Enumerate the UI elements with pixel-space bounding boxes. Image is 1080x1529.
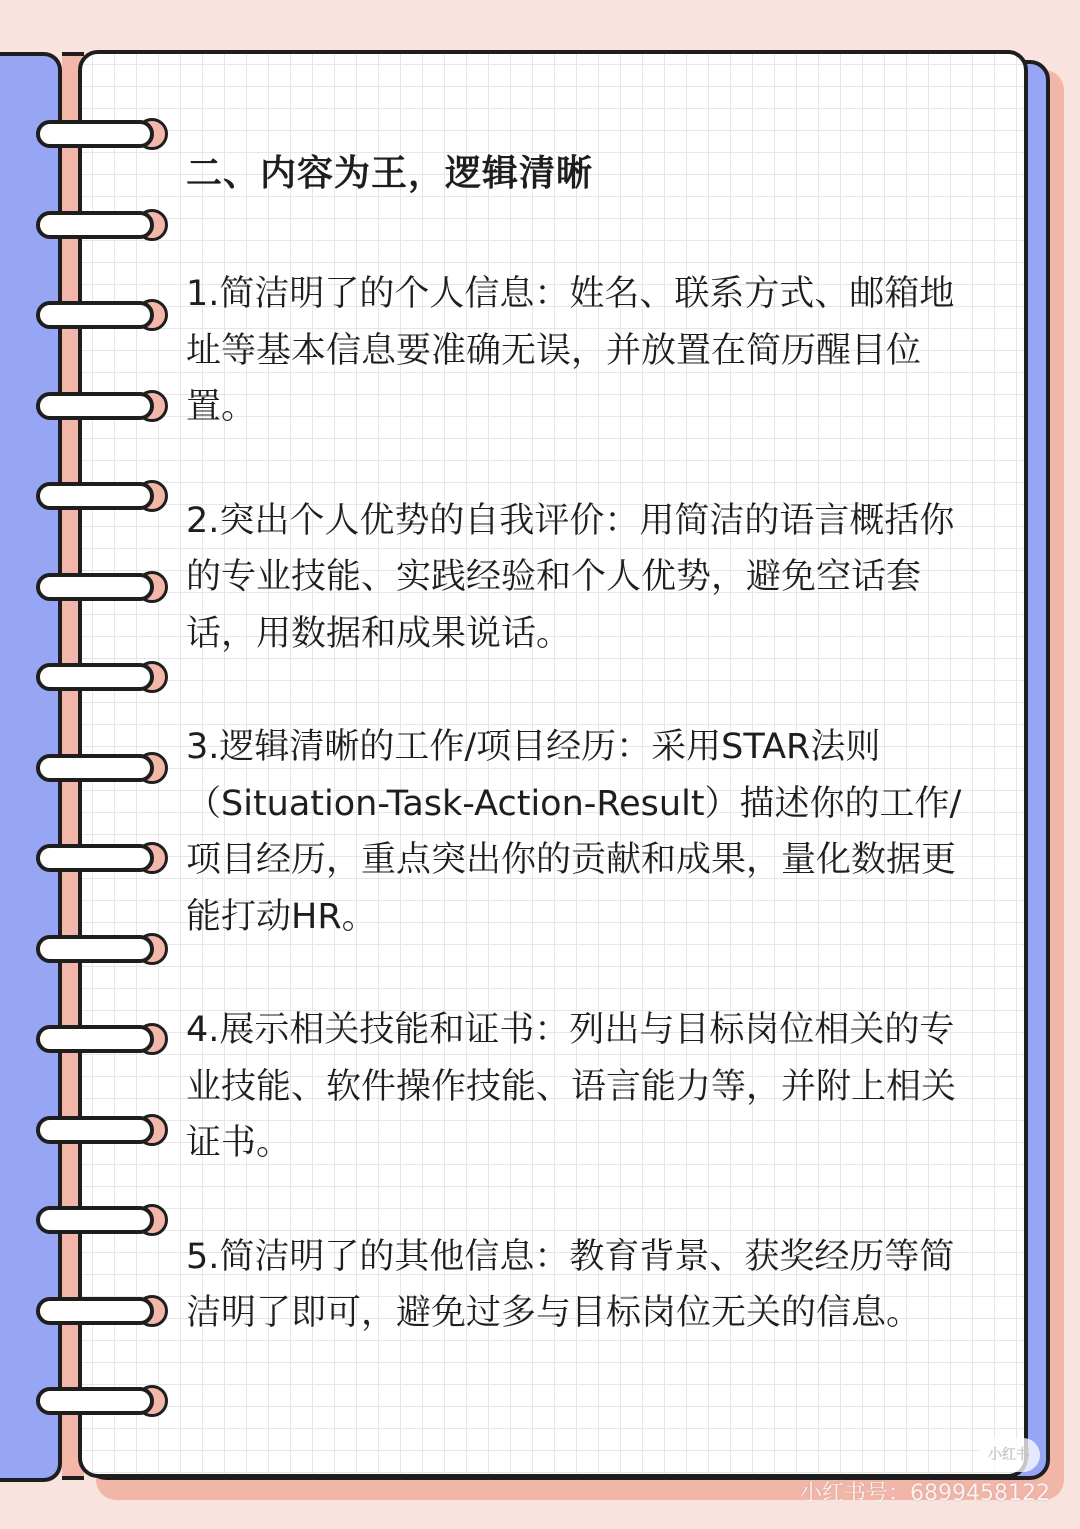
binding-loop xyxy=(36,392,154,420)
binding-ring xyxy=(36,1379,156,1423)
binding-loop xyxy=(36,1387,154,1415)
binding-ring xyxy=(36,1198,156,1242)
binding-ring xyxy=(36,746,156,790)
tip-paragraph-3: 3.逻辑清晰的工作/项目经历：采用STAR法则（Situation-Task-Action-Result）描述你的工作/项目经历，重点突出你的贡献和成果，量化数据更能打动HR。 xyxy=(186,727,962,937)
binding-loop xyxy=(36,1025,154,1053)
binding-loop xyxy=(36,663,154,691)
tip-paragraph-4: 4.展示相关技能和证书：列出与目标岗位相关的专业技能、软件操作技能、语言能力等，并附上相关证书。 xyxy=(186,1010,957,1163)
section-heading: 二、内容为王，逻辑清晰 xyxy=(186,153,594,194)
note-content xyxy=(186,150,986,1399)
binding-ring xyxy=(36,565,156,609)
binding-loop xyxy=(36,1116,154,1144)
binding-loop xyxy=(36,120,154,148)
binding-loop xyxy=(36,935,154,963)
binding-ring xyxy=(36,836,156,880)
binding-ring xyxy=(36,655,156,699)
binding-loop xyxy=(36,301,154,329)
binding-ring xyxy=(36,293,156,337)
binding-ring xyxy=(36,203,156,247)
binding-loop xyxy=(36,573,154,601)
binding-ring xyxy=(36,112,156,156)
tip-paragraph-2: 2.突出个人优势的自我评价：用简洁的语言概括你的专业技能、实践经验和个人优势，避免空话套话，用数据和成果说话。 xyxy=(186,500,955,654)
binding-ring xyxy=(36,474,156,518)
tip-paragraph-1: 1.简洁明了的个人信息：姓名、联系方式、邮箱地址等基本信息要准确无误，并放置在简历醒目位置。 xyxy=(186,274,955,427)
binding-loop xyxy=(36,211,154,239)
binding-loop xyxy=(36,482,154,510)
binding-ring xyxy=(36,1017,156,1061)
binding-loop xyxy=(36,1206,154,1234)
binding-ring xyxy=(36,927,156,971)
binding-ring xyxy=(36,384,156,428)
binding-ring xyxy=(36,1289,156,1333)
binding-ring xyxy=(36,1108,156,1152)
watermark-text: 小红书号：6899458122 xyxy=(800,1481,1050,1506)
binding-loop xyxy=(36,754,154,782)
binding-loop xyxy=(36,1297,154,1325)
xiaohongshu-logo-badge: 小红书 xyxy=(978,1438,1040,1472)
tip-paragraph-5: 5.简洁明了的其他信息：教育背景、获奖经历等简洁明了即可，避免过多与目标岗位无关的信息。 xyxy=(186,1236,955,1333)
binding-loop xyxy=(36,844,154,872)
